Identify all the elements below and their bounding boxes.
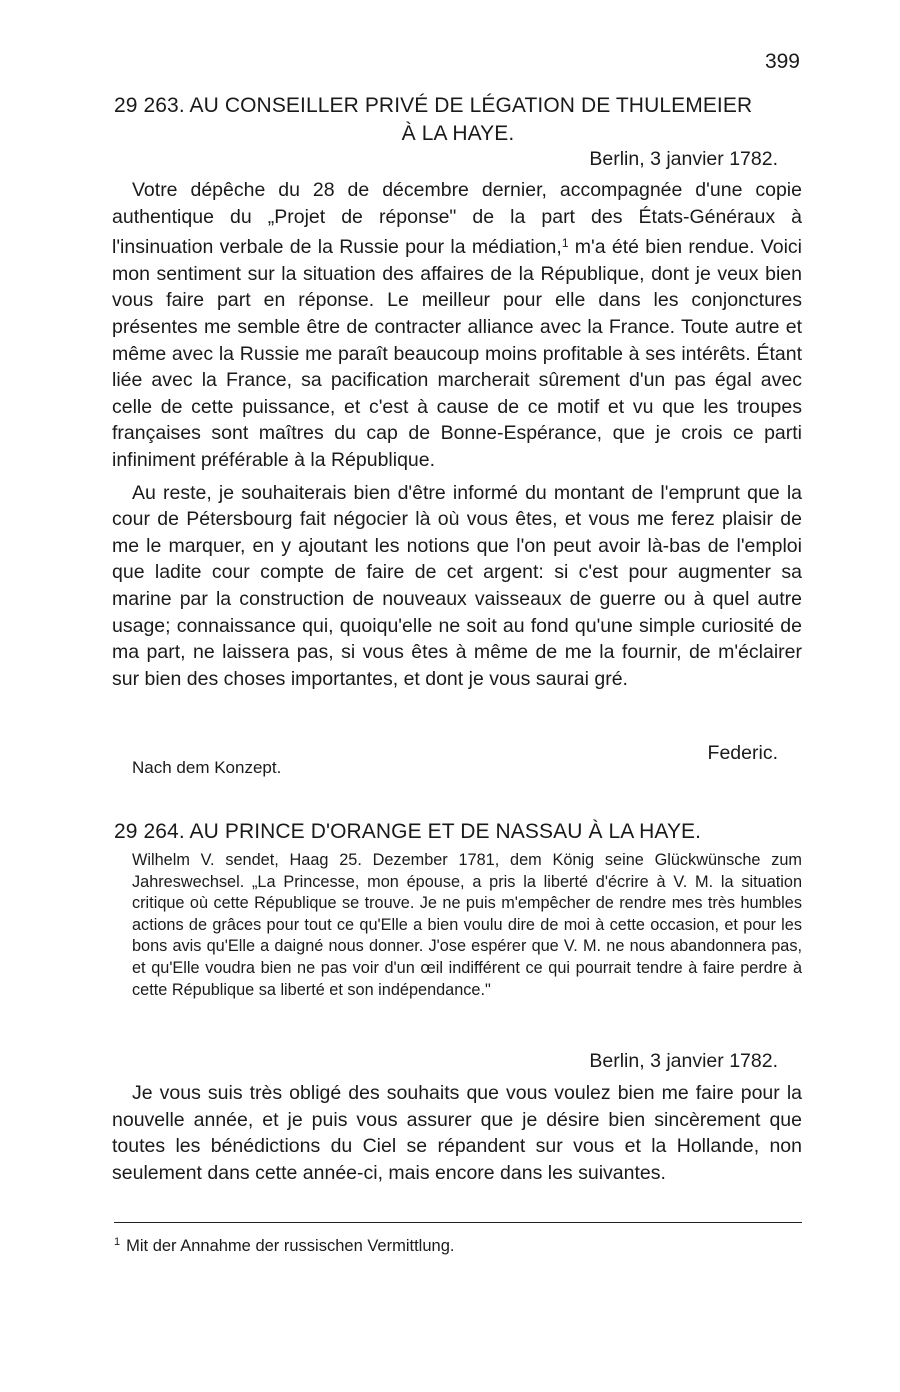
footnote-reference: 1: [561, 236, 569, 251]
letter-2-heading: 29 264. AU PRINCE D'ORANGE ET DE NASSAU À LA HAYE.: [114, 820, 702, 843]
letter-1-signature: Federic.: [707, 742, 778, 764]
footnote-text: Mit der Annahme der russischen Vermittlung.: [126, 1237, 455, 1255]
letter-1-body: [112, 177, 802, 692]
letter-1-dateline: Berlin, 3 janvier 1782.: [589, 148, 778, 170]
letter-1-source-note: Nach dem Konzept.: [132, 758, 282, 777]
letter-2-dateline: Berlin, 3 janvier 1782.: [589, 1050, 778, 1072]
footnote: [114, 1236, 454, 1256]
letter-1-paragraph-1-end: m'a été bien rendue. Voici mon sentiment sur la situation des affaires de la République, dont je veux bien vous faire part en réponse. Le meilleur pour elle dans les conjonctures présentes me semble être de contracter alliance avec la France. Toute autre et même avec la Russie me paraît beaucoup moins profitable à ses intérêts. Étant liée avec la France, sa pacification marcherait sûrement d'un pas égal avec celle de cette puissance, et c'est à cause de ce motif et vu que les troupes françaises sont maîtres du cap de Bonne-Espérance, que je crois ce parti infiniment préférable à la République.: [112, 236, 803, 471]
letter-1-paragraph-1: [112, 177, 802, 474]
letter-2-summary: Wilhelm V. sendet, Haag 25. Dezember 1781, dem König seine Glückwünsche zum Jahreswechsel. „La Princesse, mon épouse, a pris la liberté d'écrire à V. M. la situation critique où cette République se trouve. Je ne puis m'empêcher de rendre mes très humbles actions de grâces pour tout ce qu'Elle a bien voulu dire de moi à cette occasion, et pour les bons avis qu'Elle a daigné nous donner. J'ose espérer que V. M. ne nous abandonnera pas, et qu'Elle voudra bien ne pas voir d'un œil indifférent ce qui pourrait tendre à faire perdre à cette République sa liberté et son indépendance.": [132, 851, 802, 999]
page-number: 399: [764, 50, 800, 73]
letter-1-paragraph-2: Au reste, je souhaiterais bien d'être informé du montant de l'emprunt que la cour de Pétersbourg fait négocier là où vous êtes, et vous me ferez plaisir de me le marquer, en y ajoutant les notions que l'on peut avoir là-bas de l'emploi que ladite cour compte de faire de cet argent: si c'est pour augmenter sa marine par la construction de nouveaux vaisseaux de guerre ou à quel autre usage; connaissance qui, quoiqu'elle ne soit au fond qu'une simple curiosité de ma part, ne laissera pas, si vous êtes à même de me la fournir, de m'éclairer sur bien des choses importantes, et dont je vous saurai gré.: [112, 481, 802, 690]
letter-1-heading-line-1: 29 263. AU CONSEILLER PRIVÉ DE LÉGATION DE THULEMEIER: [114, 94, 753, 117]
letter-1-heading: [114, 92, 802, 148]
footnote-rule: [114, 1222, 802, 1223]
letter-2-paragraph: Je vous suis très obligé des souhaits que vous voulez bien me faire pour la nouvelle année, et je puis vous assurer que je désire bien sincèrement que toutes les bénédictions du Ciel se répandent sur vous et la Hollande, non seulement dans cette année-ci, mais encore dans les suivantes.: [112, 1082, 802, 1184]
letter-1-heading-line-2: À LA HAYE.: [401, 122, 515, 145]
letter-1-paragraph-1-start: Votre dépêche du 28 de décembre dernier, accompagnée d'une copie authentique du „Projet de réponse" de la part des États-Généraux à l'insinuation verbale de la Russie pour la médiation,: [112, 179, 802, 259]
letter-2-body: [112, 1080, 802, 1186]
footnote-marker: 1: [114, 1236, 121, 1248]
